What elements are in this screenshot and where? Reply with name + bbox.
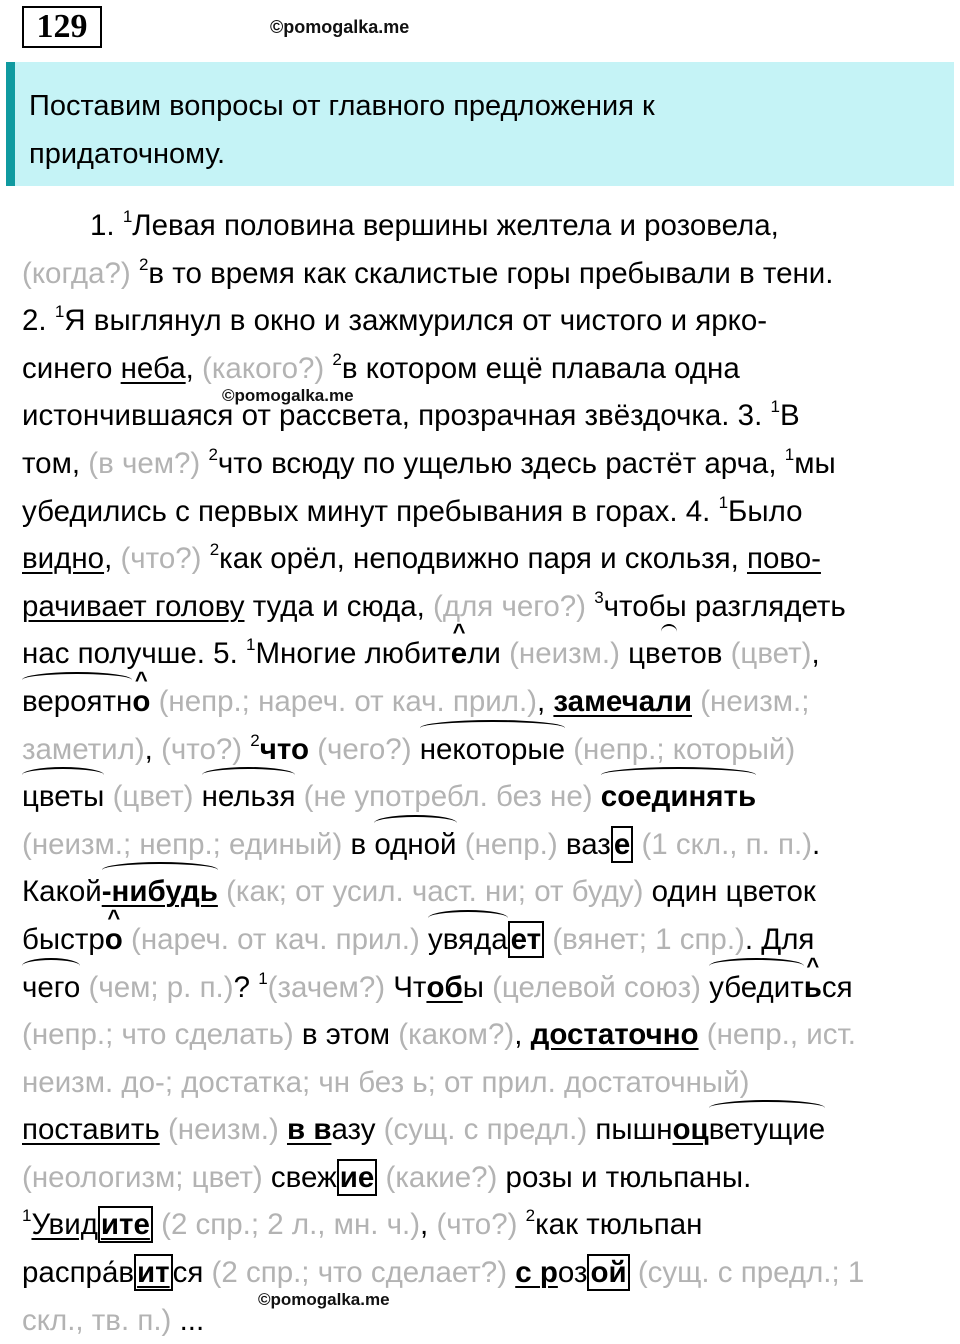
root-arc-word: убедит xyxy=(709,964,804,1012)
root-arc-word: некоторые xyxy=(420,726,565,774)
root-arc-word: соединять xyxy=(601,773,756,821)
clause-number: 1 xyxy=(245,635,256,655)
ending-box: е xyxy=(611,826,633,863)
text-line xyxy=(22,630,937,678)
text-segment: быстр xyxy=(22,922,105,956)
text-line xyxy=(22,345,937,393)
text-line xyxy=(22,440,937,488)
root-arc-word: цветы xyxy=(22,773,104,821)
text-segment: как тюльпан xyxy=(535,1208,703,1242)
text-segment: в xyxy=(350,827,375,861)
grammar-note: (цвет) xyxy=(112,780,202,814)
grammar-note: (когда?) xyxy=(22,256,139,290)
grammar-note: (какие?) xyxy=(385,1160,506,1194)
task-banner xyxy=(6,62,954,186)
underlined-bold-word: об xyxy=(426,970,463,1004)
grammar-note: (зачем?) xyxy=(267,970,394,1004)
text-line xyxy=(22,488,937,536)
text-line xyxy=(22,1106,937,1154)
grammar-note: (сущ. с предл.) xyxy=(383,1113,596,1147)
root-arc-word: ветущие xyxy=(709,1106,826,1154)
text-segment: Чт xyxy=(393,970,427,1004)
grammar-note: (1 скл., п. п.) xyxy=(641,827,813,861)
grammar-note: (что?) xyxy=(120,542,210,576)
clause-number: 2 xyxy=(525,1206,536,1226)
grammar-note: (непр.; нареч. от кач. прил.) xyxy=(158,684,537,718)
text-segment: ы xyxy=(462,970,493,1004)
text-segment: , xyxy=(144,732,162,766)
grammar-note: (чего?) xyxy=(317,732,420,766)
text-segment xyxy=(153,1208,161,1241)
text-segment: чтобы разглядеть xyxy=(603,589,846,623)
text-segment xyxy=(80,971,88,1004)
text-segment: том, xyxy=(22,446,89,480)
text-segment: 2. xyxy=(22,304,55,338)
grammar-note: (неизм.) xyxy=(509,637,629,671)
text-segment: тов xyxy=(677,637,731,671)
text-line xyxy=(22,202,937,250)
text-segment: мы xyxy=(794,446,836,480)
text-segment: Было xyxy=(728,494,803,528)
text-line xyxy=(22,1201,937,1249)
underlined-word: неба xyxy=(120,351,186,385)
text-segment xyxy=(699,1018,707,1051)
ending-box: ие xyxy=(337,1159,378,1196)
grammar-note: (целевой союз) xyxy=(492,970,710,1004)
text-segment xyxy=(692,685,700,718)
text-segment: цв xyxy=(628,637,661,671)
text-line xyxy=(22,726,937,774)
clause-number: 2 xyxy=(250,730,260,750)
text-segment xyxy=(104,780,112,813)
task-text xyxy=(29,82,949,178)
text-segment: В xyxy=(779,399,800,433)
text-segment: свеж xyxy=(270,1160,337,1194)
watermark-top: ©pomogalka.me xyxy=(270,17,410,37)
watermark-bottom: ©pomogalka.me xyxy=(258,1290,390,1309)
text-line xyxy=(22,250,937,298)
text-segment: один цветок xyxy=(651,875,816,909)
suffix-mark: ^ ь xyxy=(804,964,822,1012)
ending-box: ой xyxy=(587,1254,629,1291)
text-line xyxy=(22,964,937,1012)
text-segment: распра́в xyxy=(22,1256,135,1290)
text-segment: ... xyxy=(179,1303,205,1337)
text-segment xyxy=(160,1113,168,1146)
text-segment: 1. xyxy=(90,209,123,242)
text-segment xyxy=(565,733,573,766)
underlined-bold-word: замечали xyxy=(553,684,692,718)
text-segment xyxy=(377,1161,385,1194)
grammar-note: (цвет) xyxy=(730,637,812,671)
text-segment: , xyxy=(811,637,820,671)
grammar-note: (непр.; который) xyxy=(573,732,796,766)
underlined-word: рачивает голову xyxy=(22,589,245,623)
text-segment: ся xyxy=(172,1256,212,1290)
text-segment: ваз xyxy=(565,827,611,861)
grammar-note: (непр.; что сделать) xyxy=(22,1018,302,1052)
text-segment: , xyxy=(185,351,203,385)
grammar-note: (чем; р. п.) xyxy=(88,970,234,1004)
grammar-note: заметил) xyxy=(22,732,145,766)
clause-number: 1 xyxy=(770,397,780,417)
grammar-note: (сущ. с предл.; 1 xyxy=(637,1256,865,1290)
task-line-2: придаточному. xyxy=(29,138,226,170)
text-segment: Левая половина вершины желтела и розовела, xyxy=(132,209,779,242)
grammar-note: скл., тв. п.) xyxy=(22,1303,180,1337)
underlined-word: пово- xyxy=(747,542,821,576)
text-line xyxy=(22,297,937,345)
task-line-1: Поставим вопросы от главного предложения к xyxy=(29,90,655,122)
text-segment xyxy=(218,875,226,908)
text-segment: ли xyxy=(467,637,510,671)
root-arc-word: нельзя xyxy=(202,773,296,821)
text-line xyxy=(22,773,937,821)
text-segment: синего xyxy=(22,351,121,385)
grammar-note: (как; от усил. част. ни; от буду) xyxy=(226,875,652,909)
text-line xyxy=(22,1011,937,1059)
text-segment: , xyxy=(514,1018,531,1052)
underlined-bold-word: оц xyxy=(672,1113,709,1147)
text-line xyxy=(22,1154,937,1202)
clause-number: 2 xyxy=(209,540,220,560)
grammar-note: (2 спр.; что сделает?) xyxy=(211,1256,516,1290)
text-line xyxy=(22,916,937,964)
clause-number: 1 xyxy=(122,207,133,226)
grammar-note: (2 спр.; 2 л., мн. ч.) xyxy=(161,1208,421,1242)
exercise-number: 129 xyxy=(22,6,102,48)
clause-number: 1 xyxy=(22,1206,32,1226)
text-segment: ? xyxy=(233,970,259,1004)
grammar-note: (не употребл. без не) xyxy=(303,780,601,814)
grammar-note: (что?) xyxy=(436,1208,526,1242)
suffix-mark: ^ о xyxy=(132,678,150,726)
grammar-note: (неологизм; цвет) xyxy=(22,1160,271,1194)
root-arc-word: вероятн xyxy=(22,678,132,726)
grammar-note: (неизм.; непр.; единый) xyxy=(22,827,351,861)
underlined-bold-word: с р xyxy=(515,1256,558,1290)
root-arc-word: -нибудь xyxy=(102,868,218,916)
clause-number: 2 xyxy=(208,444,218,464)
text-segment xyxy=(457,828,465,861)
underlined-bold-word: достаточно xyxy=(530,1018,699,1052)
text-segment: в котором ещё плавала одна xyxy=(341,351,740,385)
text-segment: оз xyxy=(557,1256,588,1290)
suffix-mark: ^ о xyxy=(105,916,123,964)
grammar-note: (неизм.; xyxy=(700,684,810,718)
text-segment xyxy=(295,780,303,813)
underlined-bold-word: в в xyxy=(286,1113,332,1147)
text-segment: нас получше. 5. xyxy=(22,637,246,671)
text-segment: в этом xyxy=(301,1018,399,1052)
text-segment: в то время как скалистые горы пребывали в тени. xyxy=(148,256,834,290)
text-segment: Я выглянул в окно и зажмурился от чистого и ярко- xyxy=(64,304,768,338)
text-line xyxy=(22,535,937,583)
grammar-note: (для чего?) xyxy=(433,589,595,623)
text-segment: , xyxy=(420,1208,437,1242)
clause-number: 1 xyxy=(54,302,65,322)
text-segment: пышн xyxy=(595,1113,673,1147)
underlined-word: видно xyxy=(22,542,105,576)
root-arc-word: е xyxy=(661,630,677,678)
ending-box: ите xyxy=(98,1206,153,1243)
text-segment: туда и сюда, xyxy=(244,589,434,623)
text-segment xyxy=(630,1256,638,1289)
clause-number: 1 xyxy=(784,444,795,464)
ending-box: ет xyxy=(508,921,544,958)
text-segment: , xyxy=(104,542,121,576)
grammar-note: (вянет; 1 спр.) xyxy=(552,922,745,956)
root-arc-word: одной xyxy=(374,821,456,869)
grammar-note: (какого?) xyxy=(202,351,333,385)
text-line xyxy=(22,1059,937,1107)
grammar-note: (в чем?) xyxy=(88,446,209,480)
text-segment: . xyxy=(812,827,821,861)
text-segment: как орёл, неподвижно паря и скользя, xyxy=(219,542,747,576)
text-segment: истончившаяся от рассвета, прозрачная звёздочка. 3. xyxy=(22,399,771,433)
bold-word: что xyxy=(259,732,309,766)
text-segment: Какой xyxy=(22,875,102,909)
suffix-mark: ^ е xyxy=(451,630,467,678)
text-segment xyxy=(309,733,317,766)
text-segment: что всюду по ущелью здесь растёт арча, xyxy=(217,446,785,480)
grammar-note: (что?) xyxy=(161,732,251,766)
clause-number: 1 xyxy=(718,492,729,512)
grammar-note: (неизм.) xyxy=(167,1113,287,1147)
text-line xyxy=(22,583,937,631)
text-segment: розы и тюльпаны. xyxy=(505,1160,752,1194)
underlined-word: Увид xyxy=(31,1208,98,1242)
clause-number: 2 xyxy=(138,254,149,274)
watermark-middle: ©pomogalka.me xyxy=(222,386,354,405)
text-line xyxy=(22,1249,937,1297)
clause-number: 2 xyxy=(332,349,342,369)
text-segment xyxy=(123,923,131,956)
text-segment: убедились с первых минут пребывания в горах. 4. xyxy=(22,494,719,528)
text-segment: Многие любит xyxy=(255,637,451,671)
root-arc-word: увяда xyxy=(428,916,508,964)
text-segment: ся xyxy=(821,970,853,1004)
clause-number: 1 xyxy=(258,968,268,988)
root-arc-word: чего xyxy=(22,964,80,1012)
text-segment: азу xyxy=(331,1113,384,1147)
underlined-word: поставить xyxy=(22,1113,160,1147)
grammar-note: (непр.) xyxy=(464,827,566,861)
text-line xyxy=(22,868,937,916)
ending-box: ит xyxy=(134,1254,173,1291)
grammar-note: неизм. до-; достатка; чн без ь; от прил. достаточный) xyxy=(22,1065,750,1099)
text-segment: , xyxy=(537,684,554,718)
grammar-note: (непр., ист. xyxy=(706,1018,856,1052)
text-line xyxy=(22,821,937,869)
text-segment: . Для xyxy=(744,922,815,956)
grammar-note: (каком?) xyxy=(398,1018,515,1052)
answer-text xyxy=(22,202,937,1344)
text-segment xyxy=(150,685,158,718)
text-line xyxy=(22,678,937,726)
clause-number: 3 xyxy=(594,587,604,607)
text-line xyxy=(22,392,937,440)
text-line xyxy=(22,1297,937,1344)
grammar-note: (нареч. от кач. прил.) xyxy=(131,922,428,956)
